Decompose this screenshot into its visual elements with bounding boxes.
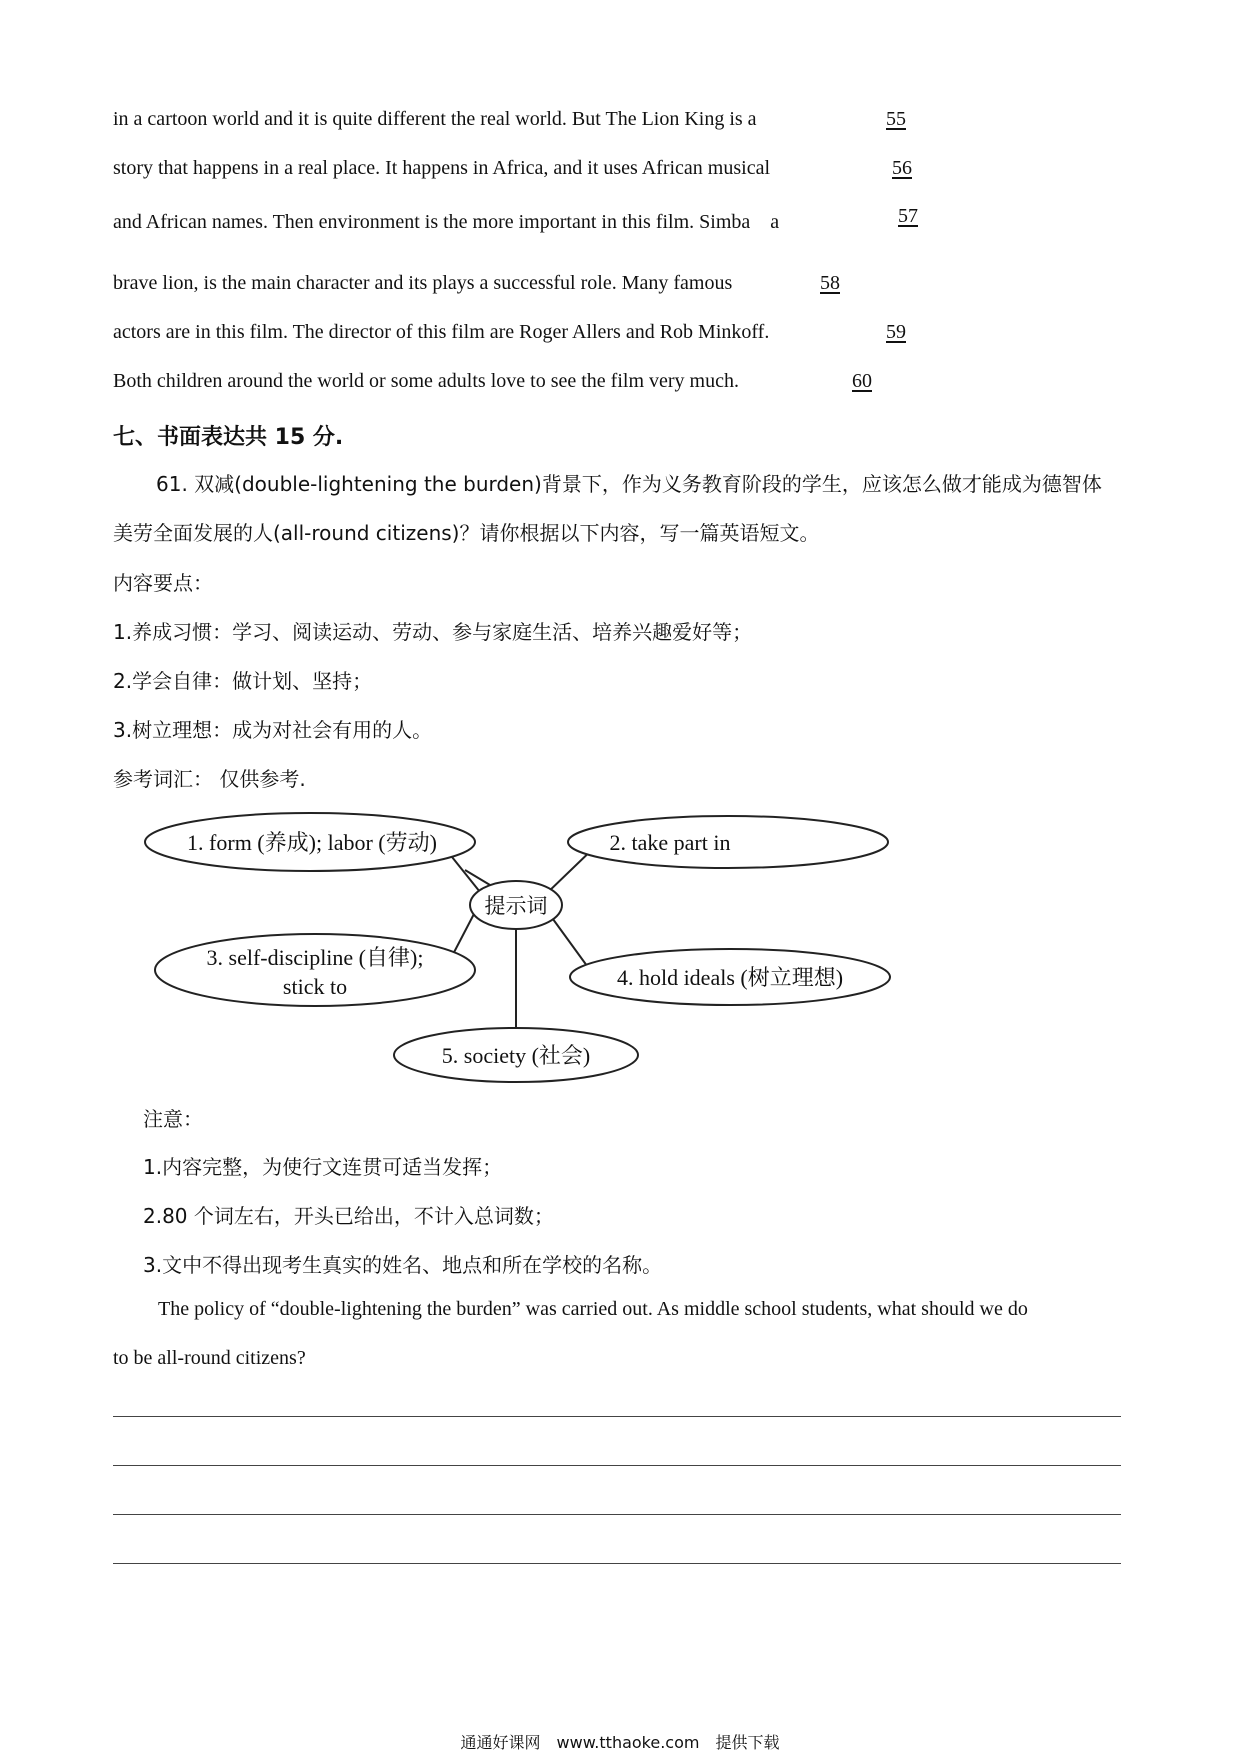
answer-blank-56 <box>864 157 936 180</box>
mind-map <box>0 800 1240 1090</box>
blank-number: 55 <box>886 108 906 130</box>
prompt-line: 61. 双减(double-lightening the burden)背景下，作为义务教育阶段的学生，应该怎么做才能成为德智体 <box>156 472 1102 496</box>
answer-blank-60 <box>808 370 896 393</box>
writing-line <box>113 1416 1121 1417</box>
note-item: 1.内容完整，为使行文连贯可适当发挥； <box>143 1155 503 1179</box>
blank-number: 59 <box>886 321 906 343</box>
essay-start-line: The policy of “double-lightening the burden” was carried out. As middle school students, what should we do <box>158 1298 1028 1320</box>
passage-line: Both children around the world or some adults love to see the film very much. <box>113 370 739 392</box>
writing-line <box>113 1563 1121 1564</box>
answer-blank-58 <box>800 272 864 295</box>
note-item: 3.文中不得出现考生真实的姓名、地点和所在学校的名称。 <box>143 1253 663 1277</box>
blank-number: 57 <box>898 205 918 227</box>
answer-blank-55 <box>858 108 930 131</box>
mind-map-node-3: 3. self-discipline (自律); <box>206 945 424 970</box>
passage-line: and African names. Then environment is the more important in this film. Simba a <box>113 211 780 233</box>
blank-number: 56 <box>892 157 912 179</box>
vocab-title: 参考词汇： 仅供参考. <box>113 767 306 791</box>
mind-map-node-2: 2. take part in <box>609 830 731 855</box>
answer-blank-59 <box>842 321 930 344</box>
content-point: 2.学会自律：做计划、坚持； <box>113 669 373 693</box>
content-point: 3.树立理想：成为对社会有用的人。 <box>113 718 433 742</box>
essay-start-line: to be all-round citizens? <box>113 1347 306 1369</box>
prompt-line: 美劳全面发展的人(all-round citizens)？请你根据以下内容，写一篇英语短文。 <box>113 521 820 545</box>
mind-map-node-4: 4. hold ideals (树立理想) <box>616 965 844 990</box>
section-heading: 七、书面表达共 15 分. <box>113 425 344 450</box>
content-point: 1.养成习惯：学习、阅读运动、劳动、参与家庭生活、培养兴趣爱好等； <box>113 620 753 644</box>
mind-map-node-3-line2: stick to <box>282 974 348 999</box>
mind-map-node-5: 5. society (社会) <box>441 1043 591 1068</box>
passage-line: story that happens in a real place. It happens in Africa, and it uses African musical <box>113 157 771 179</box>
passage-line: actors are in this film. The director of this film are Roger Allers and Rob Minkoff. <box>113 321 770 343</box>
answer-blank-57 <box>870 205 942 228</box>
blank-number: 58 <box>820 272 840 294</box>
page-footer: 通通好课网 www.tthaoke.com 提供下载 <box>460 1733 780 1752</box>
mind-map-node-1: 1. form (养成); labor (劳动) <box>187 830 437 855</box>
note-item: 2.80 个词左右，开头已给出，不计入总词数； <box>143 1204 554 1228</box>
writing-line <box>113 1514 1121 1515</box>
passage-line: in a cartoon world and it is quite different the real world. But The Lion King is a <box>113 108 757 130</box>
mind-map-center: 提示词 <box>484 894 548 918</box>
writing-line <box>113 1465 1121 1466</box>
notes-title: 注意： <box>143 1107 203 1131</box>
content-points-title: 内容要点： <box>113 571 213 595</box>
blank-number: 60 <box>852 370 872 392</box>
passage-line: brave lion, is the main character and its plays a successful role. Many famous <box>113 272 733 294</box>
